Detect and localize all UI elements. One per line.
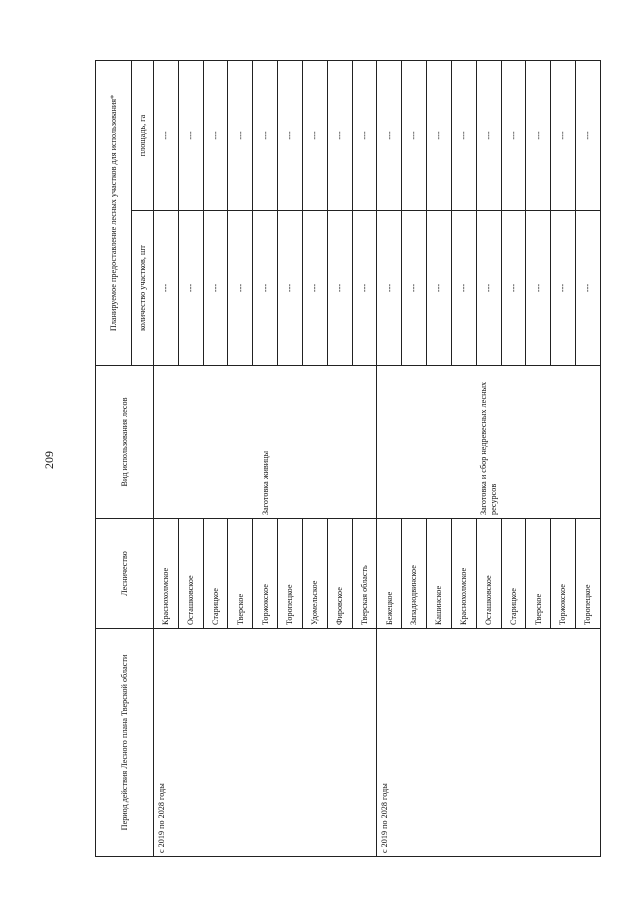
rotated-table-container (95, 61, 601, 857)
district-cell: Тверское (526, 519, 551, 629)
count-cell: --- (526, 211, 551, 366)
page-number: 209 (42, 451, 56, 469)
area-cell: --- (551, 60, 576, 210)
district-cell: Кашинское (427, 519, 452, 629)
count-cell: --- (576, 211, 601, 366)
district-cell: Старицкое (501, 519, 526, 629)
use-type-cell: Заготовка и сбор недревесных лесных ресурсов (377, 366, 601, 519)
district-cell: Торопецкое (278, 519, 303, 629)
district-cell: Краснохолмское (451, 519, 476, 629)
count-cell: --- (402, 211, 427, 366)
area-cell: --- (501, 60, 526, 210)
area-cell: --- (278, 60, 303, 210)
table-row (377, 60, 402, 856)
area-cell: --- (302, 60, 327, 210)
count-cell: --- (377, 211, 402, 366)
header-district: Лесничество (96, 519, 154, 629)
header-area: площадь, га (132, 60, 154, 210)
count-cell: --- (501, 211, 526, 366)
count-cell: --- (178, 211, 203, 366)
district-cell: Фировское (327, 519, 352, 629)
header-count: количество участков, шт (132, 211, 154, 366)
area-cell: --- (154, 60, 179, 210)
area-cell: --- (427, 60, 452, 210)
area-cell: --- (526, 60, 551, 210)
forest-plan-table (95, 60, 601, 857)
period-cell: с 2019 по 2028 годы (154, 629, 377, 857)
count-cell: --- (253, 211, 278, 366)
header-planned: Планируемое предоставление лесных участков для использования* (96, 60, 132, 365)
period-cell: с 2019 по 2028 годы (377, 629, 601, 857)
count-cell: --- (427, 211, 452, 366)
district-cell: Осташковское (476, 519, 501, 629)
area-cell: --- (228, 60, 253, 210)
district-cell: Тверское (228, 519, 253, 629)
count-cell: --- (451, 211, 476, 366)
area-cell: --- (253, 60, 278, 210)
district-cell: Удомельское (302, 519, 327, 629)
table-row (154, 60, 179, 856)
header-use-type: Вид использования лесов (96, 366, 154, 519)
count-cell: --- (228, 211, 253, 366)
district-cell: Тверская область (352, 519, 377, 629)
count-cell: --- (476, 211, 501, 366)
area-cell: --- (476, 60, 501, 210)
count-cell: --- (278, 211, 303, 366)
area-cell: --- (377, 60, 402, 210)
area-cell: --- (327, 60, 352, 210)
area-cell: --- (576, 60, 601, 210)
district-cell: Бежецкое (377, 519, 402, 629)
header-period: Период действия Лесного плана Тверской области (96, 629, 154, 857)
count-cell: --- (302, 211, 327, 366)
area-cell: --- (178, 60, 203, 210)
area-cell: --- (451, 60, 476, 210)
district-cell: Торжокское (551, 519, 576, 629)
district-cell: Старицкое (203, 519, 228, 629)
area-cell: --- (402, 60, 427, 210)
district-cell: Торжокское (253, 519, 278, 629)
count-cell: --- (327, 211, 352, 366)
count-cell: --- (352, 211, 377, 366)
district-cell: Краснохолмское (154, 519, 179, 629)
district-cell: Осташковское (178, 519, 203, 629)
area-cell: --- (203, 60, 228, 210)
district-cell: Торопецкое (576, 519, 601, 629)
count-cell: --- (154, 211, 179, 366)
count-cell: --- (203, 211, 228, 366)
area-cell: --- (352, 60, 377, 210)
district-cell: Западнодвинское (402, 519, 427, 629)
use-type-cell: Заготовка живицы (154, 366, 377, 519)
count-cell: --- (551, 211, 576, 366)
